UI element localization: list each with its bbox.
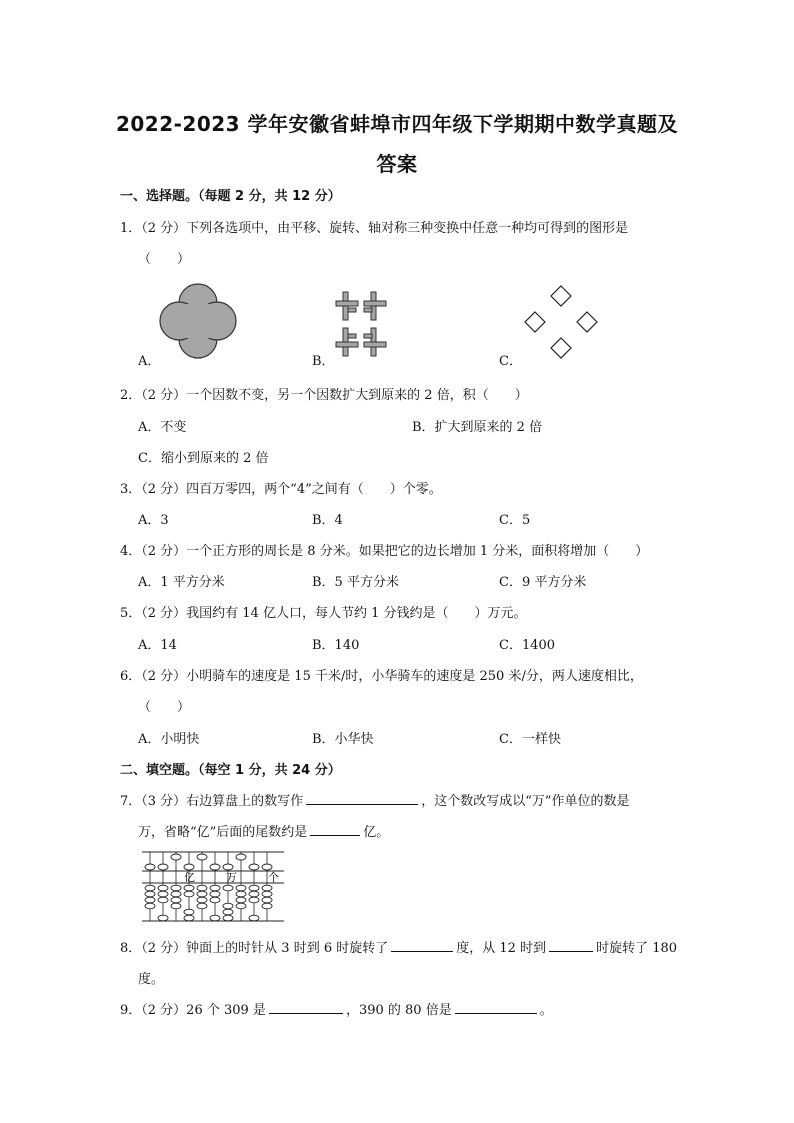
abacus-bead	[184, 891, 194, 897]
q2-option-b: B．扩大到原来的 2 倍	[412, 420, 543, 435]
abacus-bead	[249, 885, 259, 891]
abacus-bead	[197, 897, 207, 903]
q9-text-a: 9．（2 分）26 个 309 是	[120, 1003, 266, 1018]
abacus-bead	[249, 915, 259, 921]
abacus-bead	[249, 891, 259, 897]
abacus-bead	[184, 885, 194, 891]
abacus-bead	[197, 885, 207, 891]
abacus-bead	[262, 885, 272, 891]
abacus-bead	[249, 864, 259, 870]
abacus-bead	[145, 891, 155, 897]
q2-option-a: A．不变	[138, 420, 187, 435]
q8-answer-blank-2[interactable]	[549, 938, 593, 952]
abacus-bead	[145, 885, 155, 891]
question-4-text: 4．（2 分）一个正方形的周长是 8 分米。如果把它的边长增加 1 分米，面积将增加（ ）	[120, 544, 649, 559]
abacus-bead	[210, 864, 220, 870]
q5-option-b: B．140	[312, 638, 360, 653]
abacus-bead	[236, 903, 246, 909]
q7-text-b: ，这个数改写成以“万”作单位的数是	[421, 794, 630, 809]
abacus-bead	[171, 885, 181, 891]
abacus-bead	[262, 897, 272, 903]
question-7-line-2	[138, 821, 389, 840]
question-1-paren: （ ）	[138, 252, 191, 267]
abacus-bead	[236, 854, 246, 860]
abacus-bead	[197, 903, 207, 909]
option-a-figure-quatrefoil	[158, 282, 240, 362]
q9-answer-blank-1[interactable]	[269, 1000, 343, 1014]
abacus-bead	[171, 854, 181, 860]
q7-text-d: 亿。	[363, 825, 390, 840]
q6-option-b: B．小华快	[312, 732, 374, 747]
abacus-bead	[184, 864, 194, 870]
abacus-bead	[223, 885, 233, 891]
abacus-bead	[158, 885, 168, 891]
q4-option-a: A．1 平方分米	[138, 575, 225, 590]
question-7-line-1	[120, 790, 629, 809]
q5-option-a: A．14	[138, 638, 177, 653]
q9-text-c: 。	[539, 1003, 553, 1018]
option-b-figure-crosses	[334, 290, 392, 362]
abacus-bead	[223, 903, 233, 909]
abacus-bead	[145, 903, 155, 909]
q7-answer-blank-2[interactable]	[310, 822, 360, 836]
abacus-bead	[145, 864, 155, 870]
q6-option-c: C．一样快	[499, 732, 561, 747]
abacus-bead	[249, 897, 259, 903]
question-2-text: 2．（2 分）一个因数不变，另一个因数扩大到原来的 2 倍，积（ ）	[120, 388, 528, 403]
q4-option-b: B．5 平方分米	[312, 575, 399, 590]
q8-text-b: 度，从 12 时到	[456, 941, 547, 956]
abacus-bead	[184, 909, 194, 915]
option-c-figure-diamonds	[520, 284, 602, 362]
q1-option-a: A．	[138, 354, 161, 369]
abacus-bead	[184, 915, 194, 921]
q4-option-c: C．9 平方分米	[499, 575, 587, 590]
abacus-bead	[262, 864, 272, 870]
question-6-text: 6．（2 分）小明骑车的速度是 15 千米/时，小华骑车的速度是 250 米/分，两人速度相比，	[120, 669, 643, 684]
question-8-line-2: 度。	[138, 972, 165, 987]
q7-answer-blank-1[interactable]	[306, 791, 418, 805]
q6-option-a: A．小明快	[138, 732, 200, 747]
title-line-2: 答案	[376, 152, 418, 176]
q7-text-a: 7．（3 分）右边算盘上的数写作	[120, 794, 304, 809]
abacus-bead	[171, 903, 181, 909]
q8-text-c: 时旋转了 180	[596, 941, 678, 956]
abacus-label-wan: 万	[226, 871, 237, 884]
q3-option-b: B．4	[312, 513, 343, 528]
q7-text-c: 万，省略“亿”后面的尾数约是	[138, 825, 308, 840]
abacus-bead	[223, 864, 233, 870]
abacus-bead	[197, 891, 207, 897]
q1-option-b: B．	[312, 354, 335, 369]
abacus-bead	[223, 909, 233, 915]
abacus-bead	[171, 897, 181, 903]
q1-option-c: C．	[499, 354, 522, 369]
abacus-bead	[158, 915, 168, 921]
page-title	[100, 104, 694, 184]
q8-answer-blank-1[interactable]	[391, 938, 453, 952]
abacus-bead	[236, 891, 246, 897]
question-1-text: 1．（2 分）下列各选项中，由平移、旋转、轴对称三种变换中任意一种均可得到的图形是	[120, 221, 629, 236]
q3-option-a: A．3	[138, 513, 169, 528]
section-heading-choice: 一、选择题。（每题 2 分，共 12 分）	[120, 189, 341, 204]
q5-option-c: C．1400	[499, 638, 556, 653]
abacus-bead	[262, 903, 272, 909]
abacus-bead	[236, 885, 246, 891]
abacus-label-ge: 个	[268, 871, 279, 884]
question-9-line-1	[120, 999, 553, 1018]
q9-answer-blank-2[interactable]	[455, 1000, 537, 1014]
abacus-bead	[236, 897, 246, 903]
abacus-bead	[210, 897, 220, 903]
abacus-bead	[197, 854, 207, 860]
abacus-bead	[158, 891, 168, 897]
abacus-bead	[223, 915, 233, 921]
q9-text-b: ，390 的 80 倍是	[345, 1003, 452, 1018]
abacus-bead	[171, 891, 181, 897]
abacus-bead	[210, 915, 220, 921]
abacus-bead	[210, 891, 220, 897]
abacus-bead	[145, 897, 155, 903]
q3-option-c: C．5	[499, 513, 531, 528]
question-8-line-1	[120, 937, 677, 956]
abacus-bead	[262, 891, 272, 897]
question-6-paren: （ ）	[138, 700, 191, 715]
abacus-bead	[210, 885, 220, 891]
section-heading-fill: 二、填空题。（每空 1 分，共 24 分）	[120, 763, 341, 778]
q8-text-a: 8．（2 分）钟面上的时针从 3 时到 6 时旋转了	[120, 941, 389, 956]
question-3-text: 3．（2 分）四百万零四，两个“4”之间有（ ）个零。	[120, 482, 442, 497]
q2-option-c: C．缩小到原来的 2 倍	[138, 451, 269, 466]
abacus-bead	[158, 897, 168, 903]
abacus-label-yi: 亿	[184, 871, 195, 884]
question-5-text: 5．（2 分）我国约有 14 亿人口，每人节约 1 分钱约是（ ）万元。	[120, 606, 527, 621]
abacus-bead	[158, 864, 168, 870]
title-line-1: 2022-2023 学年安徽省蚌埠市四年级下学期期中数学真题及	[115, 112, 679, 136]
abacus-figure	[140, 847, 286, 925]
